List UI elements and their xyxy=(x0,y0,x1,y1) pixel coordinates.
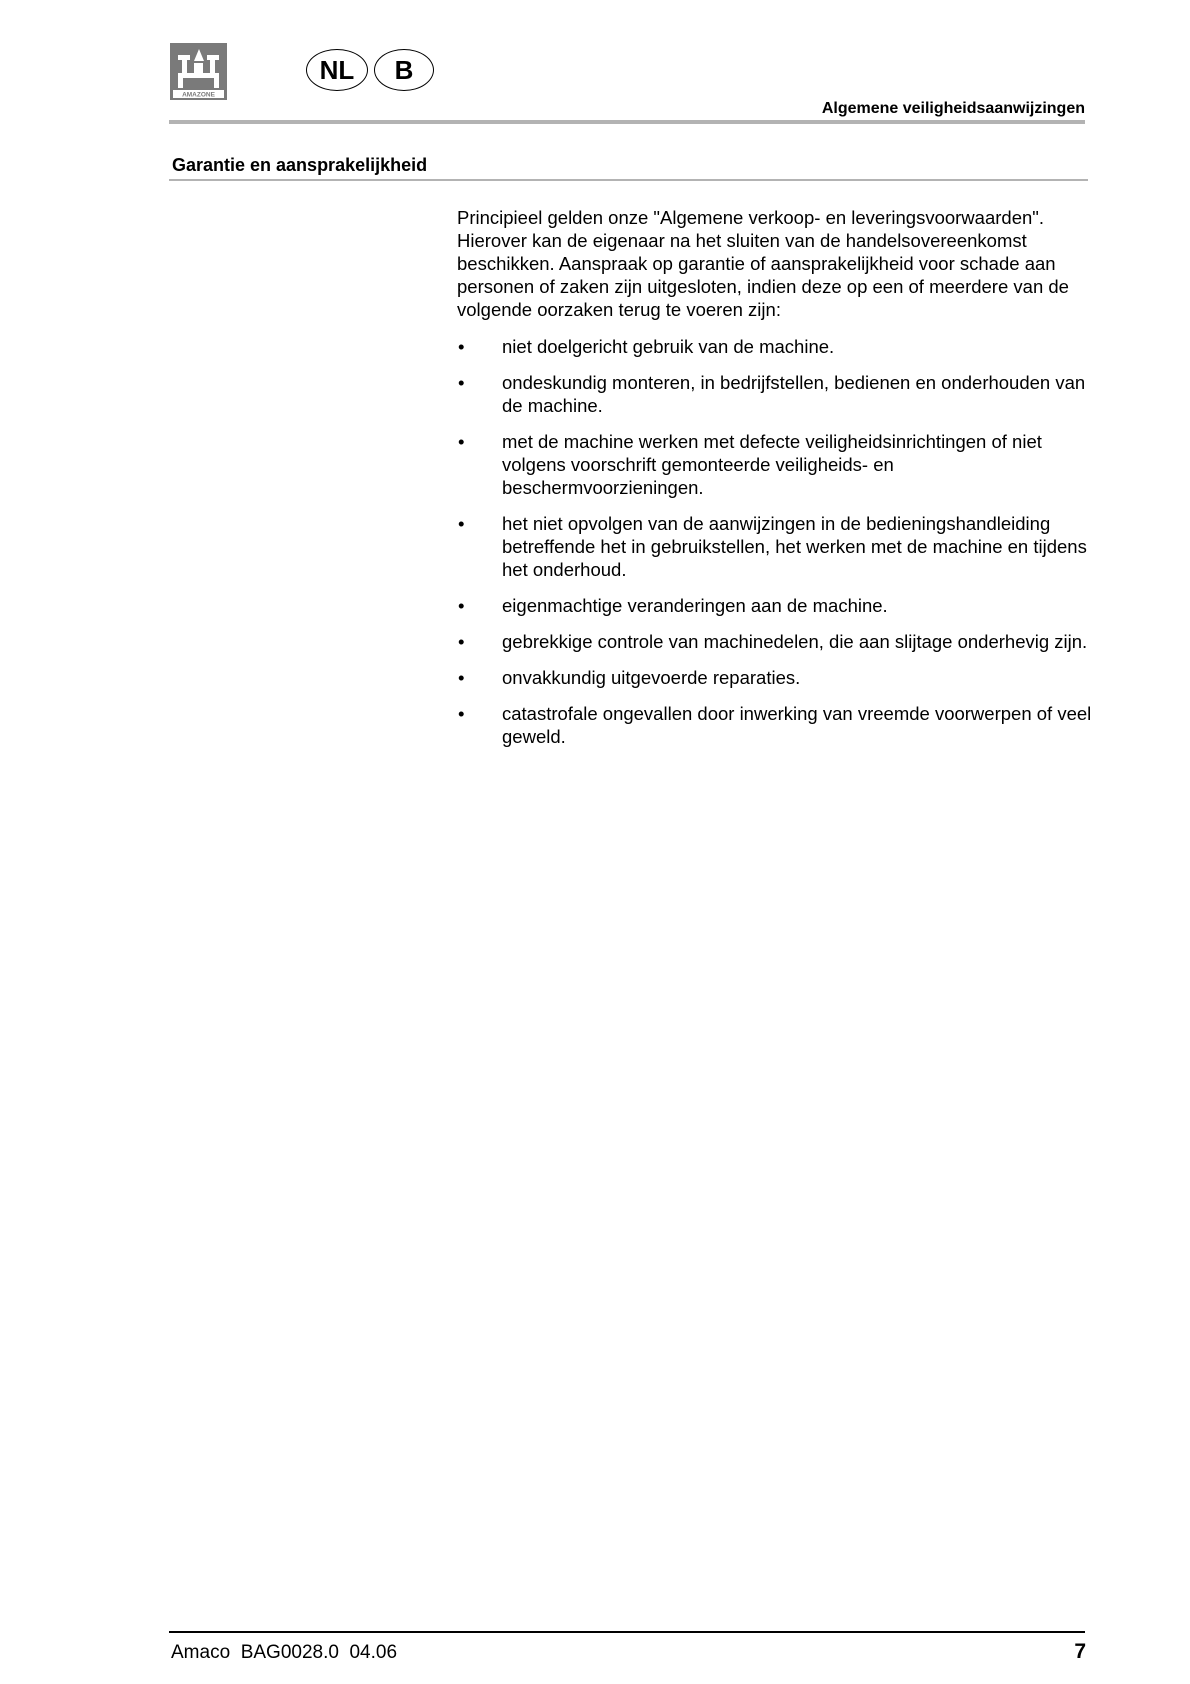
svg-text:AMAZONE: AMAZONE xyxy=(182,91,215,99)
bullet-icon: • xyxy=(458,431,465,452)
list-item xyxy=(457,702,1093,748)
list-item xyxy=(457,335,1093,358)
list-item-text: niet doelgericht gebruik van de machine. xyxy=(502,336,835,357)
intro-paragraph: Principieel gelden onze "Algemene verkoop- en leveringsvoorwaarden". Hierover kan de eigenaar na het sluiten van de handelsovereenkomst beschikken. Aanspraak op garantie of aansprakelijkheid voor schade aan personen of zaken zijn uitgesloten, indien deze op een of meerdere van de volgende oorzaken terug te voeren zijn: xyxy=(457,207,1069,320)
footer-doc-ref: Amaco BAG0028.0 04.06 xyxy=(171,1642,398,1663)
bullet-icon: • xyxy=(458,595,465,616)
header-title: Algemene veiligheidsaanwijzingen xyxy=(821,100,1085,117)
list-item xyxy=(457,430,1093,499)
list-item xyxy=(457,666,1093,689)
list-item xyxy=(457,371,1093,417)
bullet-icon: • xyxy=(458,513,465,534)
list-item-text: onvakkundig uitgevoerde reparaties. xyxy=(502,667,801,688)
country-badge-b: B xyxy=(374,49,434,91)
cause-list xyxy=(457,335,1093,748)
header-rule xyxy=(169,120,1085,124)
list-item-text: het niet opvolgen van de aanwijzingen in de bedieningshandleiding betreffende het in gebruikstellen, het werken met de machine en tijdens het onderhoud. xyxy=(502,513,1087,580)
list-item-text: catastrofale ongevallen door inwerking van vreemde voorwerpen of veel geweld. xyxy=(502,703,1092,747)
section-rule xyxy=(169,179,1088,181)
list-item xyxy=(457,594,1093,617)
country-badge-nl: NL xyxy=(306,49,368,91)
list-item xyxy=(457,630,1093,653)
amazone-logo xyxy=(170,43,227,100)
list-item xyxy=(457,512,1093,581)
bullet-icon: • xyxy=(458,372,465,393)
list-item-text: met de machine werken met defecte veiligheidsinrichtingen of niet volgens voorschrift gemonteerde veiligheids- en beschermvoorzieningen. xyxy=(502,431,1042,498)
bullet-icon: • xyxy=(458,703,465,724)
bullet-icon: • xyxy=(458,667,465,688)
section-title: Garantie en aansprakelijkheid xyxy=(172,155,428,175)
list-item-text: ondeskundig monteren, in bedrijfstellen, bedienen en onderhouden van de machine. xyxy=(502,372,1086,416)
list-item-text: eigenmachtige veranderingen aan de machine. xyxy=(502,595,888,616)
bullet-icon: • xyxy=(458,336,465,357)
footer-rule xyxy=(169,1631,1085,1633)
page-number: 7 xyxy=(1074,1640,1086,1663)
bullet-icon: • xyxy=(458,631,465,652)
main-content xyxy=(457,206,1093,761)
list-item-text: gebrekkige controle van machinedelen, die aan slijtage onderhevig zijn. xyxy=(502,631,1088,652)
